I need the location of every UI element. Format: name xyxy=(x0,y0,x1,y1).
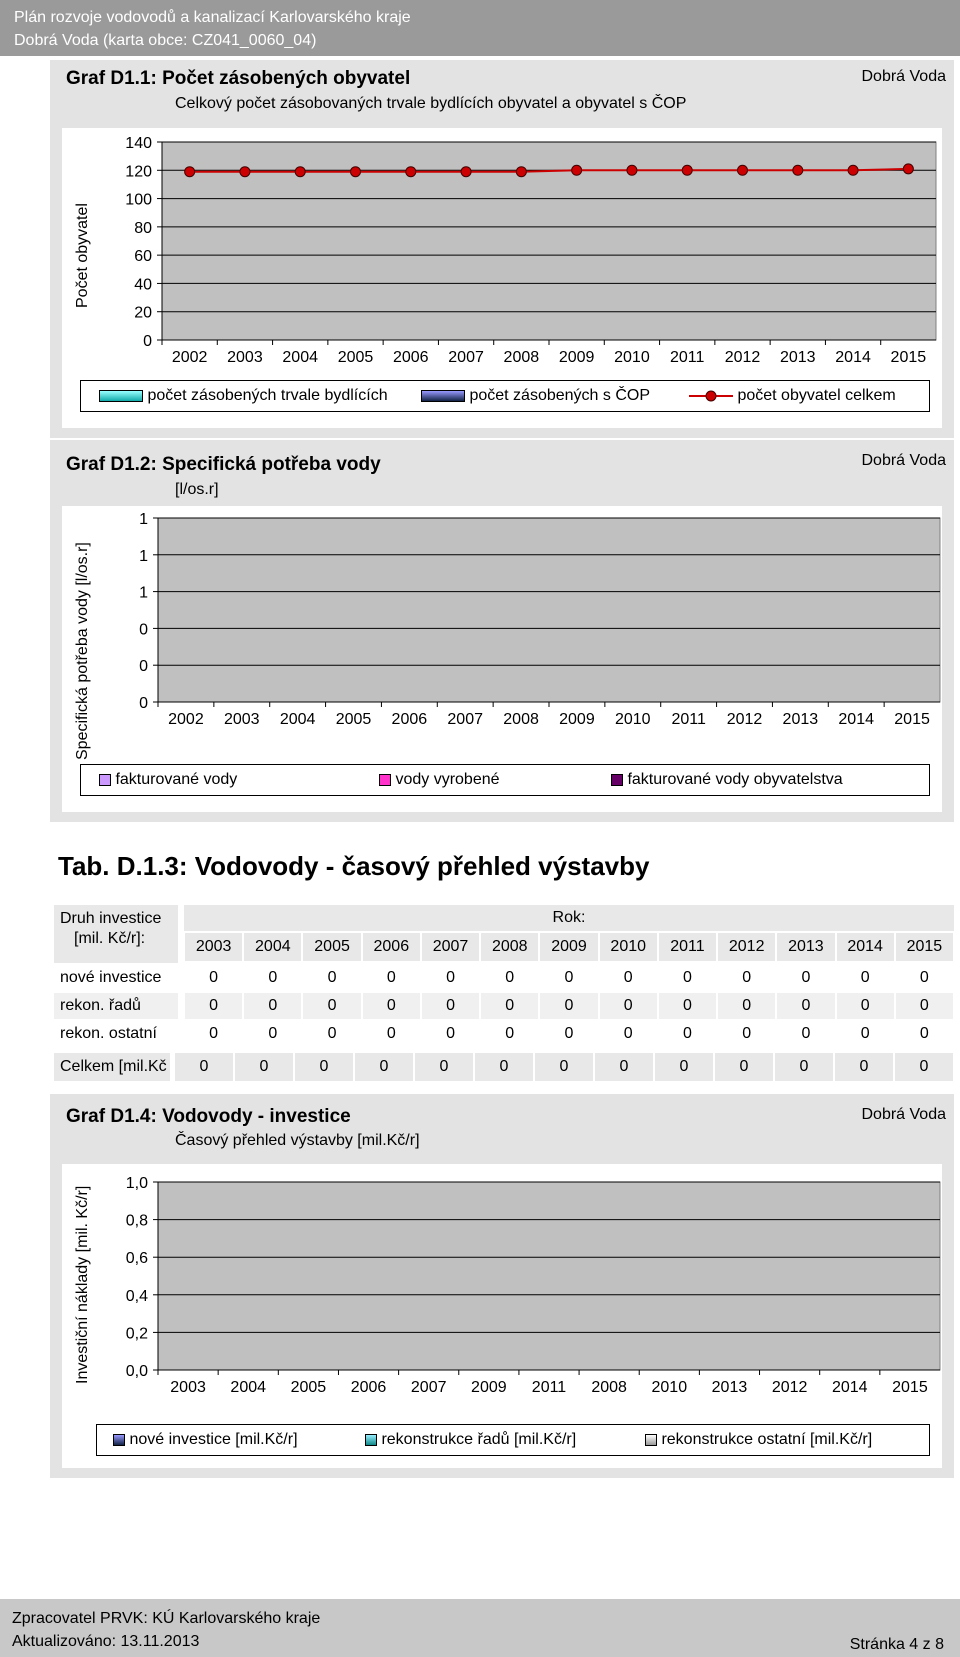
graph2-chart xyxy=(62,506,942,756)
y-tick-label: 1 xyxy=(139,547,148,565)
legend-line-marker-icon xyxy=(689,390,733,402)
legend-swatch-teal xyxy=(365,1434,377,1446)
legend-label: rekonstrukce ostatní [mil.Kč/r] xyxy=(661,1431,873,1448)
table-cell: 0 xyxy=(777,1021,834,1047)
legend-label: rekonstrukce řadů [mil.Kč/r] xyxy=(381,1431,577,1448)
table-cell: 0 xyxy=(481,965,538,991)
page-footer xyxy=(0,1599,960,1657)
legend-label: fakturované vody xyxy=(115,771,238,788)
table-cell: 0 xyxy=(303,993,360,1019)
x-tick-label: 2009 xyxy=(559,711,595,728)
x-tick-label: 2003 xyxy=(170,1379,206,1396)
page-number: Stránka 4 z 8 xyxy=(849,1636,944,1653)
x-tick-label: 2007 xyxy=(447,711,484,728)
legend-swatch-cyan xyxy=(99,390,143,402)
table-cell: 0 xyxy=(422,965,479,991)
y-tick-label: 0 xyxy=(139,658,148,676)
y-tick-label: 0 xyxy=(139,695,148,712)
y-tick-label: 20 xyxy=(134,304,152,322)
x-tick-label: 2013 xyxy=(779,349,816,366)
x-tick-label: 2010 xyxy=(614,349,650,366)
table-cell: 0 xyxy=(600,1021,657,1047)
header-title: Plán rozvoje vodovodů a kanalizací Karlovarského kraje xyxy=(14,9,411,26)
x-tick-label: 2015 xyxy=(890,349,927,366)
table-cell: 0 xyxy=(303,1021,360,1047)
legend-item-fakturovane xyxy=(99,765,237,795)
y-tick-label: 1 xyxy=(139,584,148,602)
legend-label: fakturované vody obyvatelstva xyxy=(627,771,843,788)
legend-swatch-blue xyxy=(421,390,465,402)
total-cell: 0 xyxy=(595,1053,653,1081)
y-tick-label: 0 xyxy=(143,333,152,350)
table-cell: 0 xyxy=(185,965,242,991)
table-cell: 0 xyxy=(422,1021,479,1047)
data-point xyxy=(240,167,250,177)
y-tick-label: 0,6 xyxy=(125,1250,148,1268)
data-point xyxy=(682,165,692,175)
x-tick-label: 2008 xyxy=(503,711,539,728)
graph1-legend xyxy=(80,380,930,412)
table-corner xyxy=(54,905,178,963)
x-tick-label: 2002 xyxy=(168,711,204,728)
year-header: 2003 xyxy=(185,933,242,961)
legend-item-rekon-radu xyxy=(365,1425,576,1455)
total-cell: 0 xyxy=(895,1053,953,1081)
table-cell: 0 xyxy=(718,993,775,1019)
table-cell: 0 xyxy=(659,1021,716,1047)
table-title: Tab. D.1.3: Vodovody - časový přehled výstavby xyxy=(58,851,650,881)
row-label: rekon. ostatní xyxy=(54,1021,178,1047)
footer-updated: Aktualizováno: 13.11.2013 xyxy=(12,1633,200,1650)
x-tick-label: 2011 xyxy=(531,1379,567,1396)
table-cell: 0 xyxy=(777,965,834,991)
legend-label: počet zásobených s ČOP xyxy=(469,387,650,404)
data-point xyxy=(406,167,416,177)
table-cell: 0 xyxy=(718,1021,775,1047)
table-cell: 0 xyxy=(363,965,420,991)
graph2-ylabel: Specifická potřeba vody [l/os.r] xyxy=(74,542,91,760)
page-header xyxy=(0,0,960,56)
y-tick-label: 80 xyxy=(134,219,152,237)
graph2-legend xyxy=(80,764,930,796)
x-tick-label: 2006 xyxy=(392,349,429,366)
table-cell: 0 xyxy=(303,965,360,991)
legend-item-nove xyxy=(113,1425,298,1455)
x-tick-label: 2014 xyxy=(831,1379,868,1396)
graph4-subtitle: Časový přehled výstavby [mil.Kč/r] xyxy=(175,1132,420,1149)
x-tick-label: 2005 xyxy=(290,1379,327,1396)
data-point xyxy=(351,167,361,177)
year-header: 2014 xyxy=(837,933,894,961)
legend-swatch-magenta xyxy=(379,774,391,786)
y-tick-label: 60 xyxy=(134,248,152,266)
y-tick-label: 0 xyxy=(139,621,148,639)
total-cell: 0 xyxy=(715,1053,773,1081)
total-cell: 0 xyxy=(775,1053,833,1081)
graph1-panel xyxy=(50,60,954,438)
legend-item-celkem xyxy=(689,381,896,411)
table-cell: 0 xyxy=(185,993,242,1019)
graph1-title: Graf D1.1: Počet zásobených obyvatel xyxy=(66,68,411,89)
legend-swatch-lightgray xyxy=(645,1434,657,1446)
table-cell: 0 xyxy=(600,993,657,1019)
legend-item-trvale xyxy=(99,381,388,411)
legend-item-cop xyxy=(421,381,650,411)
x-tick-label: 2002 xyxy=(171,349,208,366)
x-tick-label: 2007 xyxy=(410,1379,447,1396)
legend-item-obyvatelstva xyxy=(611,765,843,795)
x-tick-label: 2009 xyxy=(471,1379,507,1396)
x-tick-label: 2004 xyxy=(282,349,319,366)
table-cell: 0 xyxy=(422,993,479,1019)
data-point xyxy=(738,165,748,175)
table-cell: 0 xyxy=(185,1021,242,1047)
x-tick-label: 2012 xyxy=(726,711,763,728)
legend-label: vody vyrobené xyxy=(395,771,500,788)
data-point xyxy=(516,167,526,177)
total-cell: 0 xyxy=(835,1053,893,1081)
graph1-place: Dobrá Voda xyxy=(861,68,946,85)
table-cell: 0 xyxy=(837,1021,894,1047)
table-cell: 0 xyxy=(363,993,420,1019)
graph2-chart-area xyxy=(62,506,942,812)
data-point xyxy=(627,165,637,175)
table-cell: 0 xyxy=(540,965,597,991)
graph4-legend xyxy=(96,1424,930,1456)
table-cell: 0 xyxy=(837,965,894,991)
x-tick-label: 2015 xyxy=(892,1379,928,1396)
x-tick-label: 2005 xyxy=(337,349,374,366)
total-cell: 0 xyxy=(475,1053,533,1081)
y-tick-label: 1 xyxy=(139,511,148,528)
data-point xyxy=(295,167,305,177)
y-tick-label: 100 xyxy=(125,191,152,209)
data-point xyxy=(185,167,195,177)
table-cell: 0 xyxy=(540,1021,597,1047)
x-tick-label: 2014 xyxy=(838,711,875,728)
graph2-subtitle: [l/os.r] xyxy=(175,481,219,498)
legend-item-rekon-ostatni xyxy=(645,1425,872,1455)
graph4-ylabel: Investiční náklady [mil. Kč/r] xyxy=(74,1185,91,1384)
x-tick-label: 2008 xyxy=(503,349,540,366)
year-header: 2015 xyxy=(896,933,953,961)
table-cell: 0 xyxy=(837,993,894,1019)
x-tick-label: 2010 xyxy=(651,1379,688,1396)
year-header: 2006 xyxy=(363,933,420,961)
table-cell: 0 xyxy=(363,1021,420,1047)
graph1-subtitle: Celkový počet zásobovaných trvale bydlících obyvatel a obyvatel s ČOP xyxy=(175,95,687,112)
year-header: 2008 xyxy=(481,933,538,961)
graph4-chart-area xyxy=(62,1164,942,1468)
y-tick-label: 0,0 xyxy=(125,1363,148,1380)
total-cell: 0 xyxy=(415,1053,473,1081)
legend-swatch-purple xyxy=(611,774,623,786)
graph2-place: Dobrá Voda xyxy=(861,452,946,469)
table-cell: 0 xyxy=(481,1021,538,1047)
row-label: nové investice xyxy=(54,965,178,991)
total-cell: 0 xyxy=(655,1053,713,1081)
table-cell: 0 xyxy=(244,993,301,1019)
x-tick-label: 2014 xyxy=(835,349,871,366)
total-cell: 0 xyxy=(175,1053,233,1081)
y-tick-label: 140 xyxy=(125,135,152,152)
total-cell: 0 xyxy=(295,1053,353,1081)
plot-area xyxy=(158,518,940,702)
x-tick-label: 2005 xyxy=(335,711,372,728)
graph1-ylabel: Počet obyvatel xyxy=(74,203,91,308)
table-cell: 0 xyxy=(777,993,834,1019)
year-header: 2013 xyxy=(777,933,834,961)
footer-author: Zpracovatel PRVK: KÚ Karlovarského kraje xyxy=(12,1610,321,1627)
year-header: 2009 xyxy=(540,933,597,961)
table-cell: 0 xyxy=(896,1021,953,1047)
year-header: 2007 xyxy=(422,933,479,961)
table-cell: 0 xyxy=(600,965,657,991)
corner-line2: [mil. Kč/r]: xyxy=(74,930,146,947)
table-rok-header: Rok: xyxy=(184,905,954,931)
y-tick-label: 0,2 xyxy=(125,1325,148,1343)
x-tick-label: 2003 xyxy=(223,711,260,728)
table-cell: 0 xyxy=(659,993,716,1019)
x-tick-label: 2010 xyxy=(614,711,651,728)
x-tick-label: 2012 xyxy=(724,349,761,366)
data-point xyxy=(793,165,803,175)
graph4-panel xyxy=(50,1094,954,1478)
x-tick-label: 2003 xyxy=(227,349,263,366)
table-cell: 0 xyxy=(718,965,775,991)
total-cell: 0 xyxy=(355,1053,413,1081)
legend-label: počet obyvatel celkem xyxy=(737,387,896,404)
year-header: 2010 xyxy=(600,933,657,961)
x-tick-label: 2004 xyxy=(279,711,316,728)
y-tick-label: 120 xyxy=(125,163,152,181)
corner-line1: Druh investice xyxy=(60,910,162,927)
table-cell: 0 xyxy=(896,993,953,1019)
total-cell: 0 xyxy=(535,1053,593,1081)
total-label: Celkem [mil.Kč xyxy=(54,1053,170,1081)
year-header: 2005 xyxy=(303,933,360,961)
header-subtitle: Dobrá Voda (karta obce: CZ041_0060_04) xyxy=(14,32,317,49)
table-cell: 0 xyxy=(896,965,953,991)
x-tick-label: 2006 xyxy=(391,711,428,728)
table-cell: 0 xyxy=(244,1021,301,1047)
year-header: 2012 xyxy=(718,933,775,961)
data-point xyxy=(848,165,858,175)
x-tick-label: 2004 xyxy=(230,1379,267,1396)
table-cell: 0 xyxy=(540,993,597,1019)
legend-label: počet zásobených trvale bydlících xyxy=(147,387,388,404)
legend-swatch-pink xyxy=(99,774,111,786)
data-point xyxy=(572,165,582,175)
y-tick-label: 0,8 xyxy=(125,1212,148,1230)
x-tick-label: 2009 xyxy=(558,349,595,366)
x-tick-label: 2013 xyxy=(782,711,819,728)
x-tick-label: 2011 xyxy=(671,711,706,728)
plot-area xyxy=(158,1182,940,1370)
legend-item-vyrobene xyxy=(379,765,500,795)
table-cell: 0 xyxy=(481,993,538,1019)
graph4-place: Dobrá Voda xyxy=(861,1106,946,1123)
graph2-panel xyxy=(50,440,954,822)
x-tick-label: 2015 xyxy=(894,711,930,728)
graph1-chart-area xyxy=(62,128,942,428)
graph2-title: Graf D1.2: Specifická potřeba vody xyxy=(66,454,381,475)
y-tick-label: 40 xyxy=(134,276,152,294)
y-tick-label: 1,0 xyxy=(125,1175,148,1192)
table-cell: 0 xyxy=(244,965,301,991)
graph4-title: Graf D1.4: Vodovody - investice xyxy=(66,1106,351,1127)
year-header: 2004 xyxy=(244,933,301,961)
table-cell: 0 xyxy=(659,965,716,991)
data-point xyxy=(903,164,913,174)
graph1-chart xyxy=(62,128,942,372)
graph4-chart xyxy=(62,1164,942,1414)
y-tick-label: 0,4 xyxy=(125,1287,148,1305)
x-tick-label: 2006 xyxy=(350,1379,387,1396)
row-label: rekon. řadů xyxy=(54,993,178,1019)
x-tick-label: 2008 xyxy=(591,1379,627,1396)
legend-swatch-blue xyxy=(113,1434,125,1446)
x-tick-label: 2012 xyxy=(771,1379,808,1396)
investment-table xyxy=(54,905,954,1090)
data-point xyxy=(461,167,471,177)
x-tick-label: 2013 xyxy=(711,1379,748,1396)
x-tick-label: 2011 xyxy=(670,349,705,366)
year-header: 2011 xyxy=(659,933,716,961)
total-cell: 0 xyxy=(235,1053,293,1081)
x-tick-label: 2007 xyxy=(448,349,484,366)
legend-label: nové investice [mil.Kč/r] xyxy=(129,1431,298,1448)
